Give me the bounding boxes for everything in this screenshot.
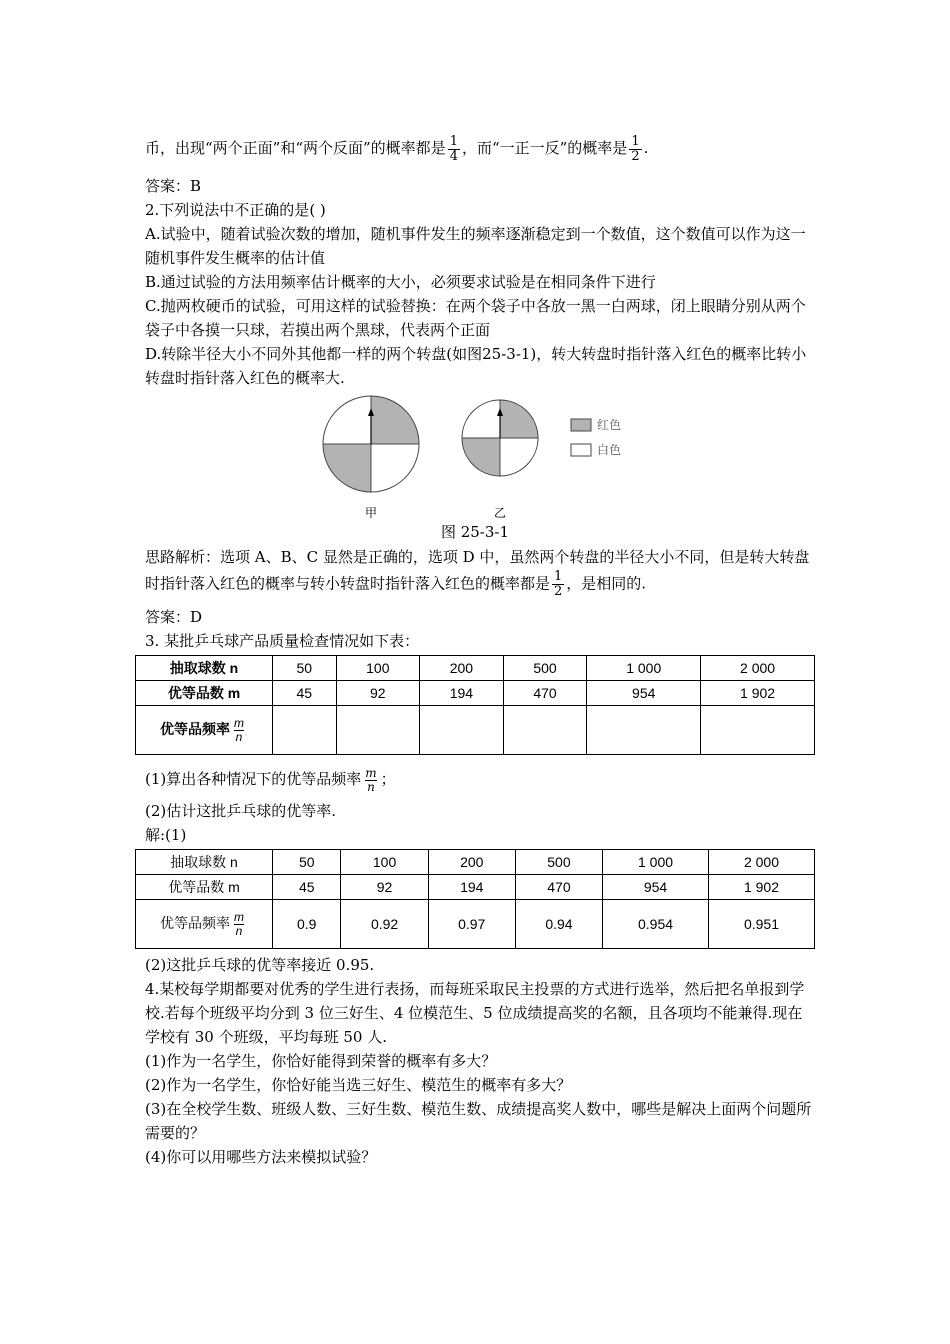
table-cell: 0.92 <box>341 900 428 949</box>
table-cell: 1 902 <box>701 681 815 706</box>
table-cell-empty <box>587 706 701 755</box>
table-cell: 954 <box>587 681 701 706</box>
spinner-small-red-sector <box>500 400 538 438</box>
fraction-denominator: n <box>367 779 375 794</box>
fraction-numerator: 1 <box>449 133 458 149</box>
table-row <box>136 875 815 900</box>
table-cell-empty <box>701 706 815 755</box>
figure-caption: 图 25-3-1 <box>440 523 510 541</box>
table-cell: 194 <box>420 681 504 706</box>
table-cell: 0.97 <box>428 900 515 949</box>
table-cell: 470 <box>503 681 587 706</box>
question-4-intro: 4.某校每学期都要对优秀的学生进行表扬，而每班采取民主投票的方式进行选举，然后把名单报到学校.若每个班级平均分到 3 位三好生、4 位模范生、5 位成绩提高奖的名额，且各项均不能兼得.现在学校有 30 个班级，平均每班 50 人. <box>145 980 805 1046</box>
table-cell: 194 <box>428 875 515 900</box>
spinner-small-label: 乙 <box>493 506 507 520</box>
fraction-denominator: 2 <box>631 148 640 164</box>
table-cell: 92 <box>341 875 428 900</box>
question-2-option-d: D.转除半径大小不同外其他都一样的两个转盘(如图25-3-1)，转大转盘时指针落入红色的概率比转小转盘时指针落入红色的概率大. <box>145 345 807 387</box>
table-cell: 0.954 <box>603 900 709 949</box>
fraction-denominator: 4 <box>449 148 458 164</box>
text: 思路解析：选项 A、B、C 显然是正确的，选项 D 中，虽然两个转盘的半径大小不同，但是转大转盘时指针落入红色的概率与转小转盘时指针落入红色的概率都是 <box>145 548 810 593</box>
table-cell: 0.9 <box>273 900 341 949</box>
table-row <box>136 681 815 706</box>
table-cell: 500 <box>515 850 602 875</box>
answer-2: 答案：D <box>145 608 203 626</box>
header-frequency-label: 优等品频率 <box>160 720 230 737</box>
table-cell-empty <box>503 706 587 755</box>
document-body <box>145 128 815 1169</box>
table-cell: 45 <box>273 681 337 706</box>
question-3-sub-2: (2)估计这批乒乓球的优等率. <box>145 802 337 820</box>
legend-red-swatch <box>571 419 591 431</box>
table-cell: 1 000 <box>603 850 709 875</box>
header-m: 优等品数 m <box>136 875 273 900</box>
table-cell: 92 <box>336 681 420 706</box>
quality-table-blank <box>135 655 815 755</box>
legend-white-label: 白色 <box>597 443 622 457</box>
table-row <box>136 656 815 681</box>
fraction-m-over-n <box>232 911 246 938</box>
fraction-numerator: 1 <box>631 133 640 149</box>
table-cell: 100 <box>336 656 420 681</box>
spinner-large-white-sector <box>371 444 419 492</box>
spinner-small <box>462 400 538 520</box>
spinner-small-white-sector <box>462 400 500 438</box>
table-cell: 500 <box>503 656 587 681</box>
table-cell: 200 <box>420 656 504 681</box>
table-cell: 50 <box>273 656 337 681</box>
quality-table-solved <box>135 849 815 949</box>
question-2-option-a: A.试验中，随着试验次数的增加，随机事件发生的频率逐渐稳定到一个数值，这个数值可以作为这一随机事件发生概率的估计值 <box>145 225 806 267</box>
solution-2: (2)这批乒乓球的优等率接近 0.95. <box>145 956 375 974</box>
text: (1)算出各种情况下的优等品频率 <box>145 770 362 788</box>
fraction-numerator: m <box>234 909 244 924</box>
fraction-one-half <box>552 570 564 599</box>
header-n: 抽取球数 n <box>136 656 273 681</box>
table-cell: 200 <box>428 850 515 875</box>
table-cell: 45 <box>273 875 341 900</box>
table-cell: 470 <box>515 875 602 900</box>
text: 币，出现“两个正面”和“两个反面”的概率都是 <box>145 139 446 157</box>
fraction-numerator: m <box>365 765 377 780</box>
header-frequency-label: 优等品频率 <box>160 914 230 931</box>
header-n: 抽取球数 n <box>136 850 273 875</box>
question-4-sub-1: (1)作为一名学生，你恰好能得到荣誉的概率有多大？ <box>145 1052 497 1070</box>
spinner-large-white-sector <box>323 396 371 444</box>
spinner-small-white-sector <box>500 438 538 476</box>
table-cell: 0.94 <box>515 900 602 949</box>
spinner-diagram <box>315 392 635 520</box>
spinner-small-red-sector <box>462 438 500 476</box>
spinner-large-red-sector <box>323 444 371 492</box>
spinner-large-label: 甲 <box>364 506 378 520</box>
question-4-sub-3: (3)在全校学生数、班级人数、三好生数、模范生数、成绩提高奖人数中，哪些是解决上面两个问题所需要的？ <box>145 1100 812 1142</box>
answer-1: 答案：B <box>145 177 202 195</box>
table-row <box>136 850 815 875</box>
fraction-one-half <box>629 135 641 164</box>
table-cell: 0.951 <box>708 900 814 949</box>
legend-red-label: 红色 <box>597 418 622 432</box>
header-m: 优等品数 m <box>136 681 273 706</box>
legend-white-swatch <box>571 444 591 456</box>
table-cell: 954 <box>603 875 709 900</box>
fraction-m-over-n <box>363 767 378 794</box>
fraction-denominator: 2 <box>554 584 563 599</box>
analysis-paragraph <box>145 544 815 599</box>
fraction-denominator: n <box>235 923 243 938</box>
fraction-numerator: 1 <box>554 569 563 584</box>
table-row <box>136 900 815 949</box>
fraction-one-quarter <box>448 135 460 164</box>
table-cell-empty <box>336 706 420 755</box>
spinner-figure <box>145 392 815 520</box>
question-4-sub-2: (2)作为一名学生，你恰好能当选三好生、模范生的概率有多大？ <box>145 1076 572 1094</box>
text: ，而“一正一反”的概率是 <box>461 139 628 157</box>
question-2-option-c: C.抛两枚硬币的试验，可用这样的试验替换：在两个袋子中各放一黑一白两球，闭上眼睛分别从两个袋子中各摸一只球，若摸出两个黑球，代表两个正面 <box>145 297 806 339</box>
table-cell: 2 000 <box>708 850 814 875</box>
fraction-denominator: n <box>235 729 243 744</box>
header-frequency <box>136 900 273 949</box>
text: . <box>643 139 649 157</box>
fraction-numerator: m <box>234 715 244 730</box>
question-3-title: 3. 某批乒乓球产品质量检查情况如下表： <box>145 632 420 650</box>
table-cell: 1 000 <box>587 656 701 681</box>
table-cell: 2 000 <box>701 656 815 681</box>
spinner-large <box>323 396 419 520</box>
spinner-large-red-sector <box>371 396 419 444</box>
question-4-sub-4: (4)你可以用哪些方法来模拟试验？ <box>145 1148 377 1166</box>
text: ，是相同的. <box>566 574 647 593</box>
question-3-sub-1 <box>145 759 815 799</box>
question-2-option-b: B.通过试验的方法用频率估计概率的大小，必须要求试验是在相同条件下进行 <box>145 273 656 291</box>
table-cell-empty <box>273 706 337 755</box>
paragraph-coin-probability <box>145 128 815 168</box>
fraction-m-over-n <box>232 717 246 744</box>
table-row <box>136 706 815 755</box>
question-2-title: 2.下列说法中不正确的是( ) <box>145 201 326 219</box>
text: ； <box>380 770 396 788</box>
legend <box>571 418 621 457</box>
table-cell: 1 902 <box>708 875 814 900</box>
header-frequency <box>136 706 273 755</box>
table-cell: 100 <box>341 850 428 875</box>
table-cell: 50 <box>273 850 341 875</box>
table-cell-empty <box>420 706 504 755</box>
solution-label: 解:(1) <box>145 826 187 844</box>
